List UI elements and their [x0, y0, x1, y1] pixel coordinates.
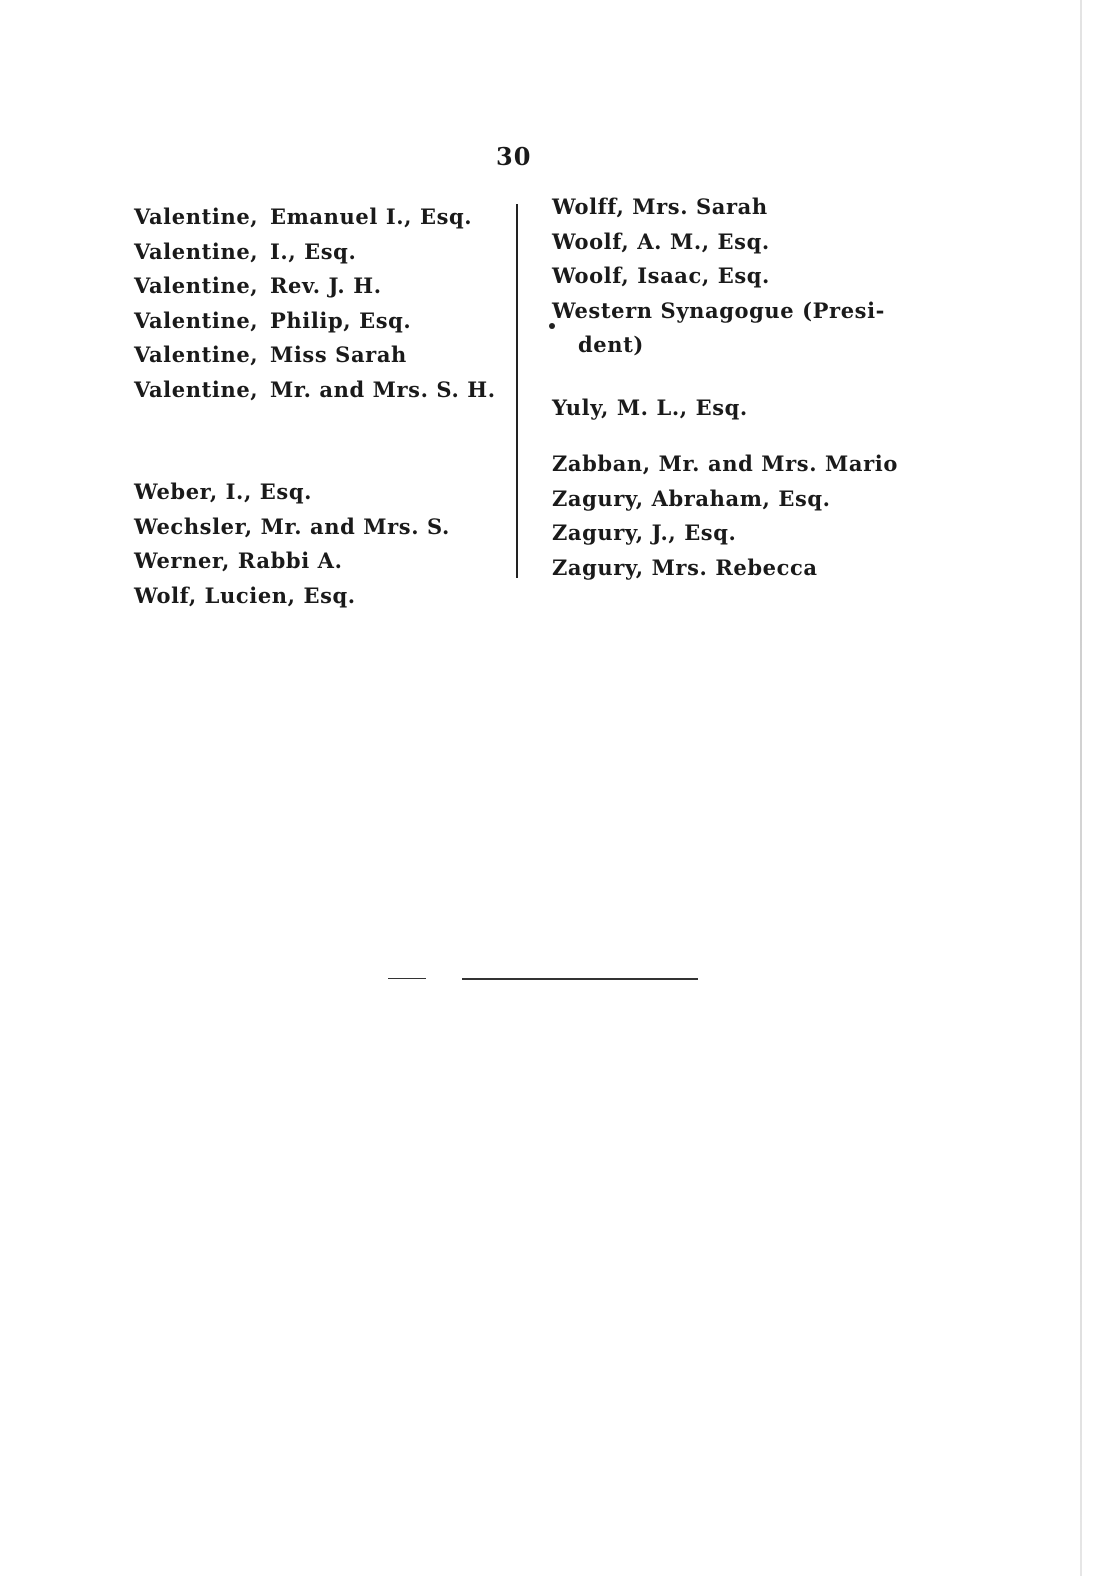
group-spacer — [552, 425, 952, 447]
right-group-z — [552, 447, 952, 585]
left-group-valentine — [134, 200, 504, 407]
list-item: Wolff, Mrs. Sarah — [552, 194, 768, 219]
right-group-y — [552, 391, 952, 426]
list-item: Zabban, Mr. and Mrs. Mario — [552, 451, 898, 476]
list-item — [134, 235, 504, 270]
entry-name: Mr. and Mrs. S. H. — [270, 376, 496, 402]
entry-name: Miss Sarah — [270, 342, 407, 367]
entry-surname: Valentine, — [134, 307, 259, 333]
entry-surname: Valentine, — [134, 273, 259, 298]
list-item: Zagury, J., Esq. — [552, 520, 737, 545]
list-item: Weber, I., Esq. — [134, 479, 313, 504]
entry-surname: Valentine, — [134, 238, 259, 264]
bullet-mark — [549, 323, 555, 329]
left-column — [134, 200, 504, 613]
entry-surname: Valentine, — [134, 342, 259, 367]
list-item: Wolf, Lucien, Esq. — [134, 582, 356, 608]
end-rule-segment — [388, 978, 426, 979]
right-column — [552, 190, 952, 585]
right-group-w — [552, 190, 952, 363]
column-divider — [516, 204, 518, 578]
list-item — [134, 373, 504, 408]
list-item: Zagury, Abraham, Esq. — [552, 485, 831, 511]
end-rule — [462, 978, 698, 980]
list-item: Wechsler, Mr. and Mrs. S. — [134, 513, 450, 539]
entry-surname: Valentine, — [134, 204, 259, 229]
page-edge — [1080, 0, 1082, 1576]
list-item: Zagury, Mrs. Rebecca — [552, 554, 818, 580]
list-item: Woolf, Isaac, Esq. — [552, 263, 770, 288]
entry-name: Rev. J. H. — [270, 273, 382, 298]
left-group-w — [134, 475, 504, 613]
list-item — [134, 304, 504, 339]
list-item: Woolf, A. M., Esq. — [552, 228, 770, 254]
entry-surname: Valentine, — [134, 376, 259, 402]
list-item — [134, 269, 504, 304]
list-item: Werner, Rabbi A. — [134, 548, 343, 573]
group-spacer — [134, 407, 504, 475]
list-item-continuation: dent) — [578, 332, 644, 357]
entry-name: I., Esq. — [270, 238, 357, 264]
list-item: Yuly, M. L., Esq. — [552, 394, 748, 420]
group-spacer — [552, 363, 952, 391]
page-number: 30 — [496, 142, 532, 171]
entry-name: Philip, Esq. — [270, 307, 412, 333]
list-item — [134, 200, 504, 235]
list-item — [134, 338, 504, 373]
list-item: Western Synagogue (Presi- — [552, 297, 885, 323]
entry-name: Emanuel I., Esq. — [270, 204, 473, 229]
